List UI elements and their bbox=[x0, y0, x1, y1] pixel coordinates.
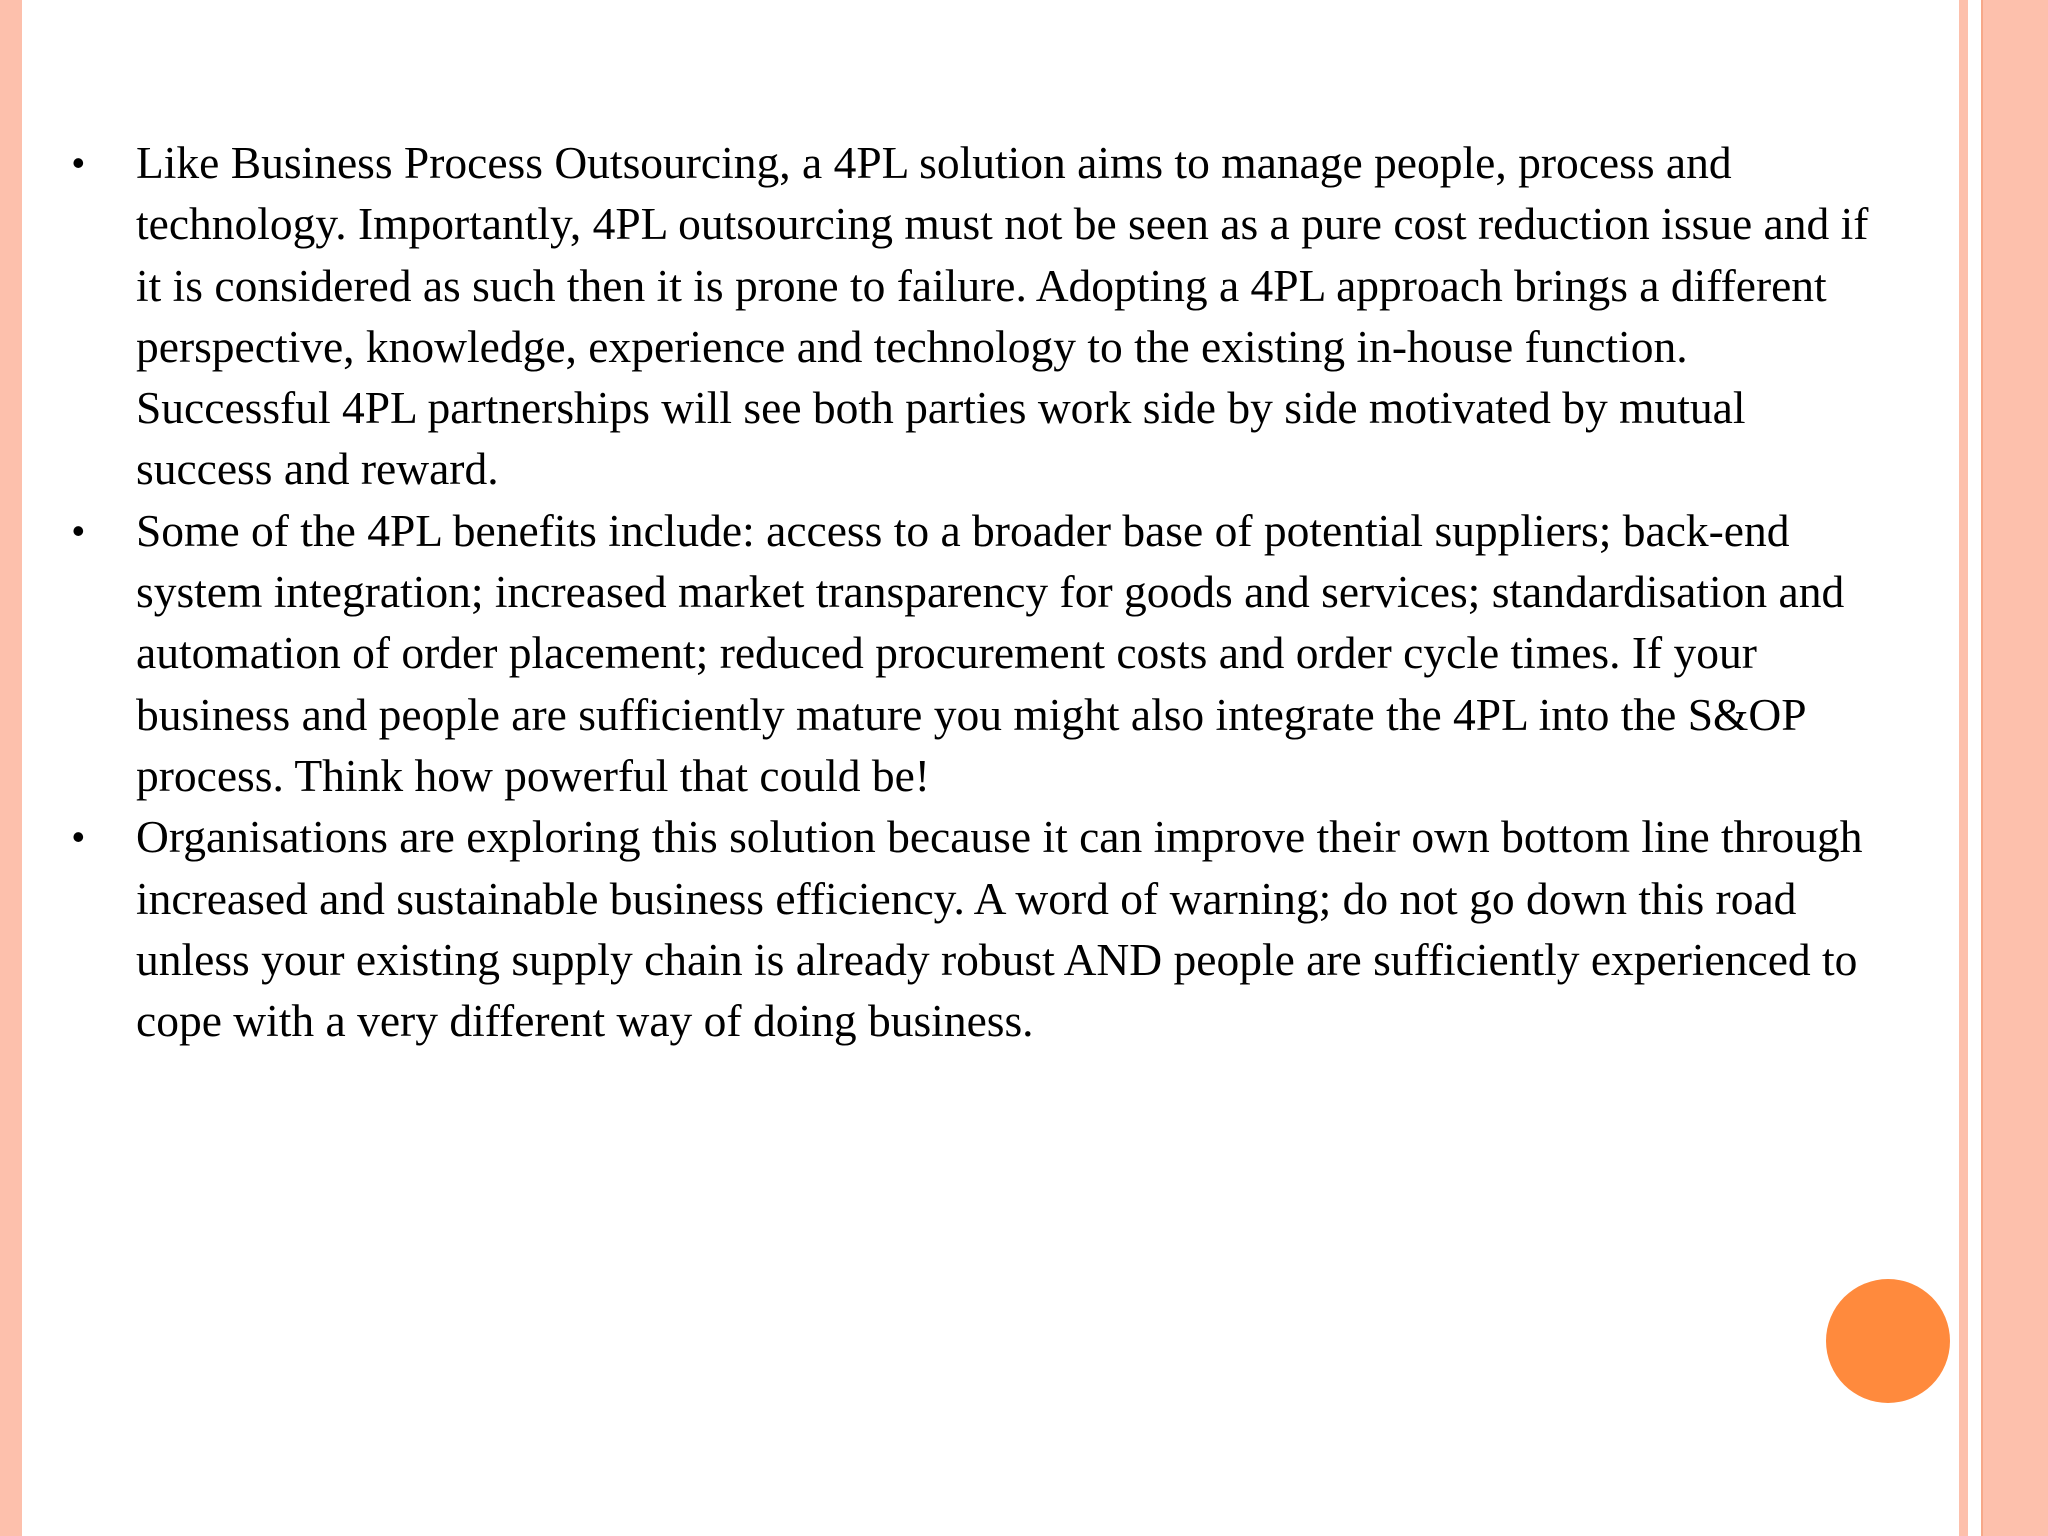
bullet-dot-icon: • bbox=[72, 142, 85, 183]
left-border-strip bbox=[0, 0, 22, 1536]
bullet-dot-icon: • bbox=[72, 816, 85, 858]
bullet-text: Like Business Process Outsourcing, a 4PL solution aims to manage people, process and technology. Importantly, 4PL outsourcing must not be seen as a pure cost reduction issue and if it is considered as such then it is prone to failure. Adopting a 4PL approach brings a different perspective, knowledge, experience and technology to the existing in-house function. Successful 4PL partnerships will see both parties work side by side motivated by mutual success and reward. bbox=[136, 137, 1869, 495]
bullet-item-3 bbox=[68, 806, 1888, 1051]
bullet-dot-icon: • bbox=[72, 509, 85, 551]
right-border-wide-strip bbox=[1981, 0, 2048, 1536]
bullet-text: Organisations are exploring this solution because it can improve their own bottom line through increased and sustainable business efficiency. A word of warning; do not go down this road unless your existing supply chain is already robust AND people are sufficiently experienced to cope with a very different way of doing business. bbox=[136, 811, 1863, 1047]
bullet-text: Some of the 4PL benefits include: access to a broader base of potential suppliers; back-end system integration; increased market transparency for goods and services; standardisation and automation of order placement; reduced procurement costs and order cycle times. If your business and people are sufficiently mature you might also integrate the 4PL into the S&OP process. Think how powerful that could be! bbox=[136, 504, 1845, 801]
slide-body bbox=[68, 132, 1888, 1051]
bullet-list bbox=[68, 132, 1888, 1051]
orange-circle-decoration bbox=[1826, 1279, 1950, 1403]
bullet-item-2 bbox=[68, 500, 1888, 806]
bullet-item-1 bbox=[68, 132, 1888, 500]
right-border-thin-strip bbox=[1959, 0, 1968, 1536]
